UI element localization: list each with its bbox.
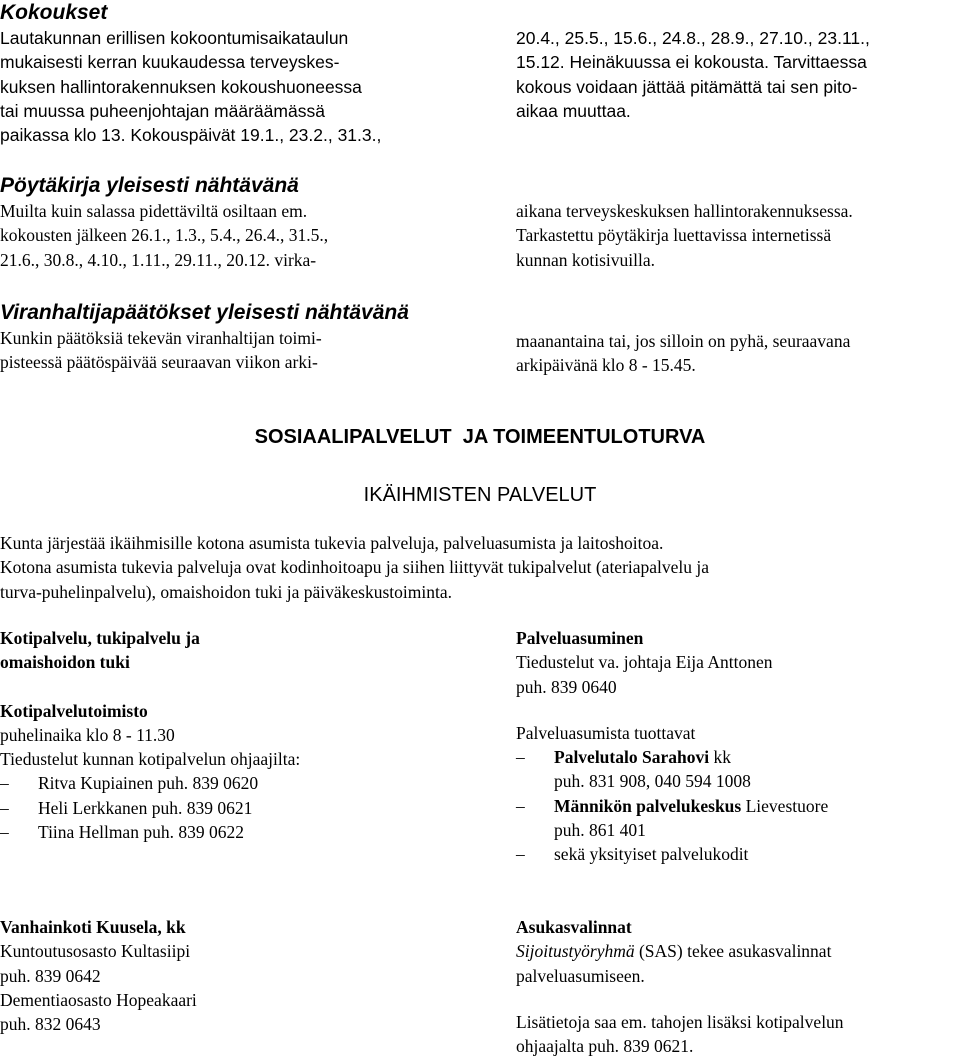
dash-bullet: – bbox=[516, 844, 525, 865]
dash-bullet: – bbox=[0, 773, 9, 794]
text-line: 15.12. Heinäkuussa ei kokousta. Tarvittaessa bbox=[516, 52, 867, 73]
phone-time: puhelinaika klo 8 - 11.30 bbox=[0, 724, 175, 745]
text-line: mukaisesti kerran kuukaudessa terveyskes- bbox=[0, 52, 340, 73]
kotipalvelu-section bbox=[0, 626, 480, 844]
poytakirja-section bbox=[0, 173, 460, 272]
dash-bullet: – bbox=[516, 795, 525, 816]
provider-text: sekä yksityiset palvelukodit bbox=[554, 844, 749, 865]
providers-title: Palveluasumista tuottavat bbox=[516, 722, 696, 743]
provider-name: Palvelutalo Sarahovi bbox=[554, 747, 710, 768]
kokoukset-right-text bbox=[516, 26, 960, 123]
phone-text: puh. 831 908, 040 594 1008 bbox=[554, 771, 751, 792]
kokoukset-left-text bbox=[0, 26, 460, 147]
spacer bbox=[516, 988, 960, 1010]
provider-suffix: kk bbox=[709, 747, 731, 768]
provider-phone bbox=[516, 769, 960, 793]
kotipalvelu-title: Kotipalvelu, tukipalvelu ja bbox=[0, 628, 200, 648]
text-line: kuksen hallintorakennuksen kokoushuoneessa bbox=[0, 76, 362, 97]
text-line: maanantaina tai, jos silloin on pyhä, seuraavana bbox=[516, 331, 851, 351]
contact-text: Heli Lerkkanen puh. 839 0621 bbox=[38, 797, 253, 818]
text-line: puh. 832 0643 bbox=[0, 1014, 101, 1035]
spacer bbox=[0, 675, 480, 699]
contact-item bbox=[0, 820, 480, 844]
inquiries-text: Tiedustelut kunnan kotipalvelun ohjaajilta: bbox=[0, 749, 301, 770]
provider-phone bbox=[516, 818, 960, 842]
text-line: Kunkin päätöksiä tekevän viranhaltijan toimi- bbox=[0, 328, 322, 348]
contact-text: Ritva Kupiainen puh. 839 0620 bbox=[38, 773, 259, 794]
vanhainkoti-section bbox=[0, 915, 480, 1036]
viranhaltija-section bbox=[0, 300, 460, 375]
text-line: 20.4., 25.5., 15.6., 24.8., 28.9., 27.10., 23.11., bbox=[516, 28, 870, 48]
text-line: Tarkastettu pöytäkirja luettavissa internetissä bbox=[516, 225, 832, 246]
kokoukset-heading: Kokoukset bbox=[0, 1, 108, 24]
kotipalvelu-title: omaishoidon tuki bbox=[0, 652, 130, 673]
sas-name: Sijoitustyöryhmä bbox=[516, 941, 635, 962]
text-line: kokousten jälkeen 26.1., 1.3., 5.4., 26.4., 31.5., bbox=[0, 225, 329, 246]
dash-bullet: – bbox=[0, 822, 9, 843]
text-line: Kunta järjestää ikäihmisille kotona asumista tukevia palveluja, palveluasumista ja laitoshoitoa. bbox=[0, 533, 664, 553]
intro-text bbox=[0, 531, 960, 604]
contact-item bbox=[0, 771, 480, 795]
subsection-title: IKÄIHMISTEN PALVELUT bbox=[363, 484, 597, 506]
phone-text: puh. 861 401 bbox=[554, 820, 646, 841]
text-line: aikana terveyskeskuksen hallintorakennuksessa. bbox=[516, 201, 853, 221]
text-line: Lautakunnan erillisen kokoontumisaikataulun bbox=[0, 28, 349, 48]
phone-text: puh. 839 0640 bbox=[516, 676, 617, 697]
kotipalvelutoimisto-title: Kotipalvelutoimisto bbox=[0, 700, 148, 721]
spacer bbox=[516, 699, 960, 721]
dash-bullet: – bbox=[0, 797, 9, 818]
text-line bbox=[516, 939, 960, 963]
contact-item bbox=[0, 796, 480, 820]
text-line: pisteessä päätöspäivää seuraavan viikon arki- bbox=[0, 352, 318, 373]
text-line: arkipäivänä klo 8 - 15.45. bbox=[516, 355, 696, 376]
text-line: 21.6., 30.8., 4.10., 1.11., 29.11., 20.12. virka- bbox=[0, 249, 317, 270]
poytakirja-right-text bbox=[516, 199, 960, 272]
text-span: (SAS) tekee asukasvalinnat bbox=[634, 941, 832, 962]
section-title: SOSIAALIPALVELUT JA TOIMEENTULOTURVA bbox=[254, 426, 706, 448]
text-line: paikassa klo 13. Kokouspäivät 19.1., 23.2., 31.3., bbox=[0, 125, 382, 146]
viranhaltija-heading: Viranhaltijapäätökset yleisesti nähtävänä bbox=[0, 301, 409, 324]
vanhainkoti-title: Vanhainkoti Kuusela, kk bbox=[0, 917, 186, 937]
poytakirja-heading: Pöytäkirja yleisesti nähtävänä bbox=[0, 174, 299, 197]
palveluasuminen-section bbox=[516, 626, 960, 867]
provider-item bbox=[516, 794, 960, 818]
text-line: puh. 839 0642 bbox=[0, 965, 101, 986]
text-line: Kuntoutusosasto Kultasiipi bbox=[0, 941, 191, 962]
text-line: kokous voidaan jättää pitämättä tai sen pito- bbox=[516, 76, 858, 97]
text-line: aikaa muuttaa. bbox=[516, 100, 631, 121]
palveluasuminen-title: Palveluasuminen bbox=[516, 628, 644, 648]
contact-text: Tiina Hellman puh. 839 0622 bbox=[38, 822, 244, 843]
text-line: Muilta kuin salassa pidettäviltä osiltaan em. bbox=[0, 201, 308, 221]
text-line: kunnan kotisivuilla. bbox=[516, 249, 656, 270]
text-line: tai muussa puheenjohtajan määräämässä bbox=[0, 100, 325, 121]
provider-item bbox=[516, 745, 960, 769]
text-line: ohjaajalta puh. 839 0621. bbox=[516, 1036, 694, 1057]
provider-suffix: Lievestuore bbox=[741, 795, 829, 816]
provider-name: Männikön palvelukeskus bbox=[554, 795, 742, 816]
asukasvalinnat-section bbox=[516, 915, 960, 1058]
asukasvalinnat-title: Asukasvalinnat bbox=[516, 917, 632, 937]
text-line: turva-puhelinpalvelu), omaishoidon tuki ja päiväkeskustoiminta. bbox=[0, 581, 452, 602]
text-line: palveluasumiseen. bbox=[516, 965, 645, 986]
inquiries-text: Tiedustelut va. johtaja Eija Anttonen bbox=[516, 652, 773, 673]
text-line: Dementiaosasto Hopeakaari bbox=[0, 989, 197, 1010]
kokoukset-section bbox=[0, 0, 460, 147]
text-line: Lisätietoja saa em. tahojen lisäksi kotipalvelun bbox=[516, 1011, 844, 1032]
provider-item bbox=[516, 842, 960, 866]
dash-bullet: – bbox=[516, 747, 525, 768]
viranhaltija-right-text bbox=[516, 329, 960, 378]
text-line: Kotona asumista tukevia palveluja ovat kodinhoitoapu ja siihen liittyvät tukipalvelut (ateriapalvelu ja bbox=[0, 557, 710, 578]
